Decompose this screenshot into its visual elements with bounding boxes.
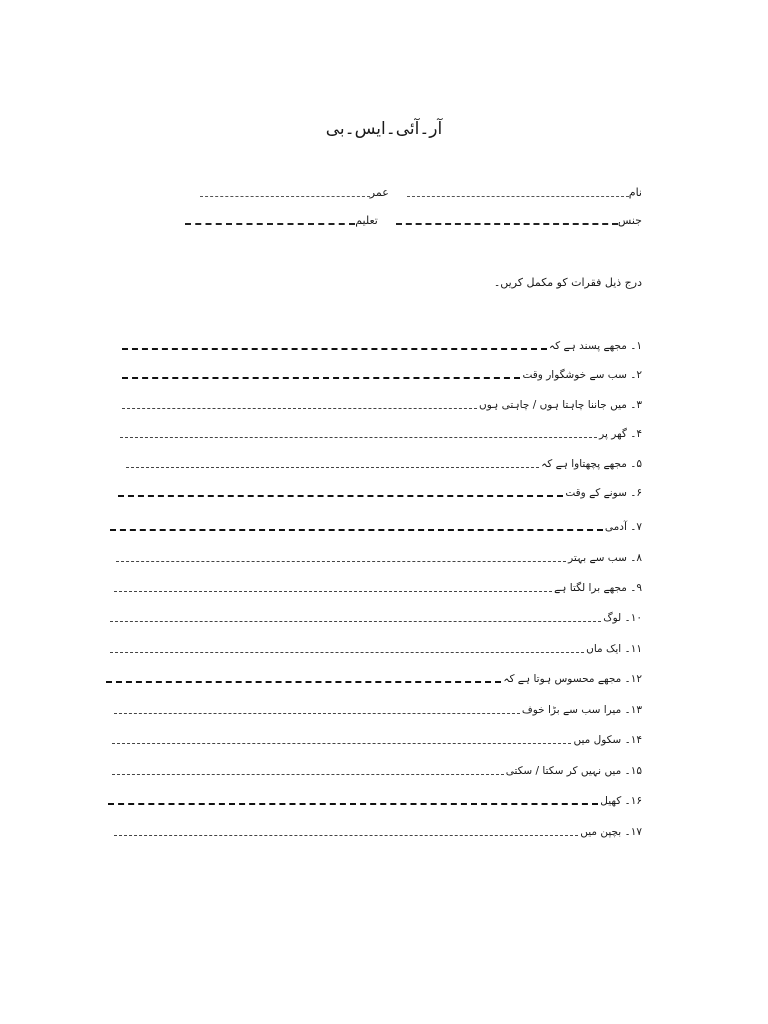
sentence-item-label: ۳۔ میں جاننا چاہتا ہوں / چاہتی ہوں xyxy=(478,399,642,411)
sentence-item-label: ۱۱۔ ایک ماں xyxy=(586,643,642,655)
sentence-item xyxy=(122,337,642,353)
sentence-item xyxy=(106,670,642,686)
sentence-item-label: ۱۴۔ سکول میں xyxy=(573,734,642,746)
sentence-item xyxy=(110,640,642,656)
sentence-answer-line[interactable] xyxy=(108,803,598,805)
sentence-answer-line[interactable] xyxy=(122,408,477,409)
sentence-item xyxy=(126,455,642,471)
sentence-item-label: ۲۔ سب سے خوشگوار وقت xyxy=(522,369,642,381)
sentence-item xyxy=(114,823,642,839)
info-row-name-age xyxy=(190,184,642,200)
sentence-item-label: ۱۶۔ کھیل xyxy=(600,795,642,807)
sentence-item-label: ۱۲۔ مجھے محسوس ہوتا ہے کہ xyxy=(503,673,642,685)
age-field[interactable] xyxy=(200,196,370,197)
sentence-item-label: ۴۔ گھر پر xyxy=(599,428,642,440)
sentence-item-label: ۱۵۔ میں نہیں کر سکتا / سکتی xyxy=(505,765,642,777)
sentence-item-label: ۱۔ مجھے پسند ہے کہ xyxy=(549,340,642,352)
sentence-item-label: ۷۔ آدمی xyxy=(604,521,642,533)
instruction-text: درج ذیل فقرات کو مکمل کریں۔ xyxy=(493,276,642,289)
sentence-item xyxy=(108,792,642,808)
sentence-answer-line[interactable] xyxy=(120,437,597,438)
sentence-answer-line[interactable] xyxy=(116,561,566,562)
sentence-answer-line[interactable] xyxy=(114,713,520,714)
sentence-item-label: ۱۳۔ میرا سب سے بڑا خوف xyxy=(521,704,642,716)
sentence-answer-line[interactable] xyxy=(114,591,552,592)
sentence-item xyxy=(120,425,642,441)
sentence-answer-line[interactable] xyxy=(122,377,520,379)
gender-field[interactable] xyxy=(396,223,618,225)
sentence-answer-line[interactable] xyxy=(110,529,603,531)
sentence-item xyxy=(110,609,642,625)
sentence-answer-line[interactable] xyxy=(110,652,584,653)
sentence-item-label: ۱۰۔ لوگ xyxy=(603,612,642,624)
sentence-item xyxy=(116,549,642,565)
education-label: تعلیم xyxy=(355,214,378,227)
name-field[interactable] xyxy=(407,196,629,197)
education-field[interactable] xyxy=(185,223,355,225)
sentence-item xyxy=(110,518,642,534)
sentence-answer-line[interactable] xyxy=(122,348,547,350)
sentence-answer-line[interactable] xyxy=(112,743,571,744)
sentence-item xyxy=(112,762,642,778)
sentence-item-label: ۸۔ سب سے بہتر xyxy=(568,552,642,564)
sentence-answer-line[interactable] xyxy=(114,835,578,836)
sentence-answer-line[interactable] xyxy=(110,621,601,622)
sentence-answer-line[interactable] xyxy=(126,467,539,468)
age-label: عمر xyxy=(369,186,389,199)
sentence-item xyxy=(114,701,642,717)
sentence-answer-line[interactable] xyxy=(106,681,501,683)
sentence-item-label: ۱۷۔ بچپن میں xyxy=(580,826,642,838)
sentence-item xyxy=(122,366,642,382)
info-row-gender-education xyxy=(190,212,642,228)
page-title: آر۔آئی۔ایس۔بی xyxy=(325,119,443,139)
sentence-item xyxy=(118,484,642,500)
gender-label: جنس xyxy=(617,214,642,227)
sentence-item xyxy=(112,731,642,747)
sentence-item-label: ۵۔ مجھے پچھتاوا ہے کہ xyxy=(541,458,642,470)
sentence-item xyxy=(122,396,642,412)
sentence-answer-line[interactable] xyxy=(118,495,563,497)
sentence-answer-line[interactable] xyxy=(112,774,504,775)
sentence-item-label: ۹۔ مجھے برا لگتا ہے xyxy=(554,582,642,594)
name-label: نام xyxy=(628,186,642,199)
sentence-item-label: ۶۔ سونے کے وقت xyxy=(565,487,642,499)
sentence-item xyxy=(114,579,642,595)
